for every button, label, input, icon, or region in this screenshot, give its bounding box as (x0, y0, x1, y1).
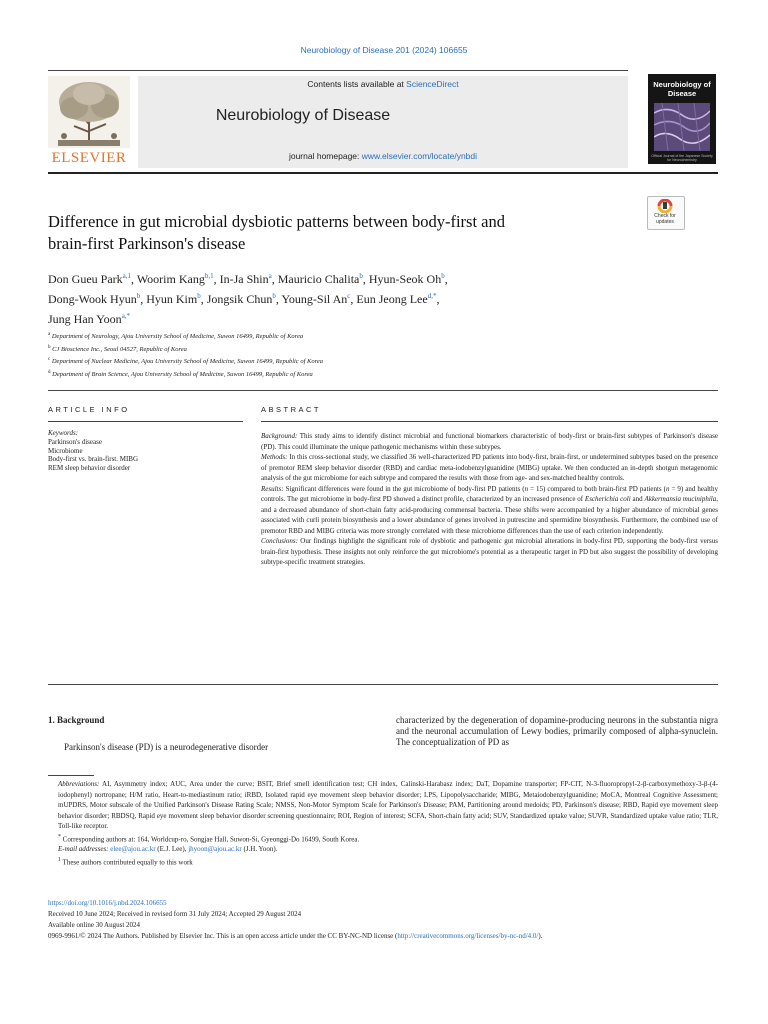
affiliation: $^c$ Department of Nuclear Medicine, Ajou University School of Medicine, Suwon 16499, Republic of Korea (48, 357, 324, 366)
email-link-yoon[interactable]: jhyoon@ajou.ac.kr (188, 845, 242, 854)
contents-prefix: Contents lists available at (307, 79, 407, 89)
doi-link[interactable]: https://doi.org/10.1016/j.nbd.2024.106655 (48, 899, 167, 907)
abstract-heading: ABSTRACT (261, 405, 322, 414)
body-text-right: characterized by the degeneration of dopamine-producing neurons in the substantia nigra and the neuronal accumulation of Lewy bodies, primarily composed of alpha-synuclein. The conceptualization of PD as (396, 715, 718, 747)
author[interactable]: Dong-Wook Hyun$^b$ (48, 292, 141, 306)
article-title (48, 211, 608, 255)
corresponding-footnote: * Corresponding authors at: 164, Worldcup-ro, Songjae Hall, Suwon-Si, Gyeonggi-Do 16499, South Korea. (58, 833, 360, 843)
online-date: Available online 30 August 2024 (48, 921, 141, 929)
sciencedirect-link[interactable]: ScienceDirect (406, 79, 459, 89)
author[interactable]: Jung Han Yoon$^{a,*}$ (48, 312, 131, 326)
keyword: Parkinson's disease (48, 437, 102, 446)
body-text-left: Parkinson's disease (PD) is a neurodegenerative disorder (64, 742, 269, 752)
title-line-2: brain-first Parkinson's disease (48, 234, 246, 253)
abstract-results: Results: Significant differences were found in the gut microbiome of body-first PD patients (n = 15) compared to both brain-first PD patients (n = 9) and healthy controls. The gut microbiome in body-first PD showed a distinct profile, characterized by an increased presence of Escherichia coli and Akkermansia muciniphila, and a decreased abundance of short-chain fatty acid-producing commensal bacteria. These shifts were accompanied by a higher abundance of microbial genes associated with curli protein biosynthesis and a lower abundance of genes involved in putrescine and spermidine biosynthesis. Furthermore, the combined use of premotor RBD and MIBG criteria was more strongly correlated with these microbiome differences than the use of each criterion independently. (261, 484, 718, 535)
elsevier-wordmark: ELSEVIER (51, 150, 127, 166)
header-top-rule (48, 70, 628, 71)
author[interactable]: Hyun Kim$^b$ (146, 292, 201, 306)
author[interactable]: In-Ja Shin$^a$ (219, 272, 272, 286)
article-info-heading: ARTICLE INFO (48, 405, 130, 414)
keyword: REM sleep behavior disorder (48, 464, 131, 473)
contents-line (138, 79, 628, 89)
publication-info (48, 898, 718, 942)
equal-contribution-footnote: $^1$ These authors contributed equally to this work (58, 856, 193, 867)
license-statement: 0969-9961/© 2024 The Authors. Published by Elsevier Inc. This is an open access article under the CC BY-NC-ND license (http://creativecommons.org/licenses/by-nc-nd/4.0/). (48, 932, 543, 940)
keyword: Microbiome (48, 446, 83, 455)
abstract-body (261, 431, 718, 568)
author[interactable]: Woorim Kang$^{b,1}$ (136, 272, 214, 286)
journal-reference[interactable]: Neurobiology of Disease 201 (2024) 106655 (300, 45, 468, 55)
front-matter-rule (48, 390, 718, 391)
author-list: Don Gueu Park$^{a,1}$, Woorim Kang$^{b,1}$, In-Ja Shin$^a$, Mauricio Chalita$^b$, Hyun-Seok Oh$^b$, Dong-Wook Hyun$^b$, Hyun Kim$^b$, Jongsik Chun$^b$, Young-Sil An$^c$, Eun Jeong Lee$^{d,*}$, Jung Han Yoon$^{a,*}$ (48, 272, 448, 326)
author[interactable]: Hyun-Seok Oh$^b$ (368, 272, 445, 286)
email-link-lee[interactable]: elee@ajou.ac.kr (110, 845, 156, 854)
abstract-background: Background: This study aims to identify distinct microbial and functional biomarkers characteristic of body-first or brain-first subtypes of Parkinson's disease (PD). This could illuminate the unique pathogenic mechanisms within these subtypes. (261, 432, 718, 451)
footnotes (48, 779, 718, 868)
title-line-1: Difference in gut microbial dysbiotic patterns between body-first and (48, 212, 505, 231)
affiliation: $^a$ Department of Neurology, Ajou University School of Medicine, Suwon 16499, Republic of Korea (48, 332, 304, 341)
check-for-updates-icon (657, 199, 673, 213)
abbreviations-footnote: Abbreviations: AI, Asymmetry index; AUC, Area under the curve; BSIT, Brief smell identification test; CH index, Calinski-Harabasz index; DaT, Dopamine transporter; FP-CIT, N-3-fluoropropyl-2-β-carboxymethoxy-3-β-(4-iodophenyl) nortropane; H/M ratio, Heart-to-mediastinum ratio; iRBD, Isolated rapid eye movement sleep behavior disorder; LPS, Lipopolysaccharide; MIBG, Metaiodobenzylguanidine; MoCA, Montreal Cognitive Assessment; mUPDRS, Motor subscale of the Unified Parkinson's Disease Rating Scale; NMSS, Non-Motor Symptom Scale for Parkinson's Disease; PAM, Partitioning around medoids; PD, Parkinson's disease; RBD, Rapid eye movement sleep behavior disorder; RBDSQ, Rapid eye movement sleep behavior disorder screening questionnaire; ROI, Region of interest; SCFA, Short-chain fatty acid; SUV, Standardized uptake value; SUVR, Standardized uptake value ratio; TLR, Toll-like receptor. (58, 780, 718, 830)
author[interactable]: Mauricio Chalita$^b$ (277, 272, 363, 286)
abstract-rule (261, 421, 718, 422)
author[interactable]: Young-Sil An$^c$ (281, 292, 351, 306)
received-dates: Received 10 June 2024; Received in revised form 31 July 2024; Accepted 29 August 2024 (48, 910, 302, 918)
affiliation: $^b$ CJ Bioscience Inc., Seoul 04527, Republic of Korea (48, 344, 187, 353)
email-footnote: E-mail addresses: elee@ajou.ac.kr (E.J. Lee), jhyoon@ajou.ac.kr (J.H. Yoon). (58, 845, 278, 854)
check-for-updates-label: Check for updates (654, 213, 676, 225)
author[interactable]: Don Gueu Park$^{a,1}$ (48, 272, 132, 286)
affiliations (48, 330, 648, 381)
section-heading-background: 1. Background (48, 715, 105, 725)
cover-footer: Official Journal of the Japanese Society for Neurochemistry (651, 154, 713, 162)
cover-title: Neurobiology of Disease (653, 80, 711, 98)
abstract-conclusions: Conclusions: Our findings highlight the significant role of dysbiotic and pathogenic gut microbial alterations in body-first PD, supporting the body-first versus brain-first hypothesis. These insights not only reinforce the gut microbiome's potential as a therapeutic target in PD but also suggest the possibility of developing subtype-specific treatment strategies. (261, 537, 718, 566)
cover-artwork (654, 103, 710, 151)
license-link[interactable]: http://creativecommons.org/licenses/by-nc-nd/4.0/ (397, 932, 539, 940)
homepage-link[interactable]: www.elsevier.com/locate/ynbdi (361, 151, 478, 161)
abstract-bottom-rule (48, 684, 718, 685)
abstract-methods: Methods: In this cross-sectional study, we classified 36 well-characterized PD patients into body-first, brain-first, or undetermined subtypes based on the presence of premotor REM sleep behavior disorder (RBD) and cardiac meta-iodobenzylguanidine (MIBG) uptake. We then conducted an in-depth shotgun metagenomic analysis of the gut microbiome for each subtype and compared the results with those from age- and sex-matched healthy controls. (261, 453, 718, 482)
author[interactable]: Jongsik Chun$^b$ (206, 292, 276, 306)
journal-homepage-line (138, 151, 628, 161)
homepage-prefix: journal homepage: (288, 151, 362, 161)
keyword: Body-first vs. brain-first. MIBG (48, 455, 139, 464)
article-info-rule (48, 421, 243, 422)
footnote-rule (48, 775, 94, 776)
affiliation: $^d$ Department of Brain Science, Ajou University School of Medicine, Suwon 16499, Republic of Korea (48, 369, 313, 379)
journal-name: Neurobiology of Disease (215, 107, 391, 124)
keywords (48, 429, 243, 473)
keywords-label: Keywords: (48, 429, 79, 437)
author[interactable]: Eun Jeong Lee$^{d,*}$ (356, 292, 437, 306)
header-bottom-rule (48, 172, 718, 174)
